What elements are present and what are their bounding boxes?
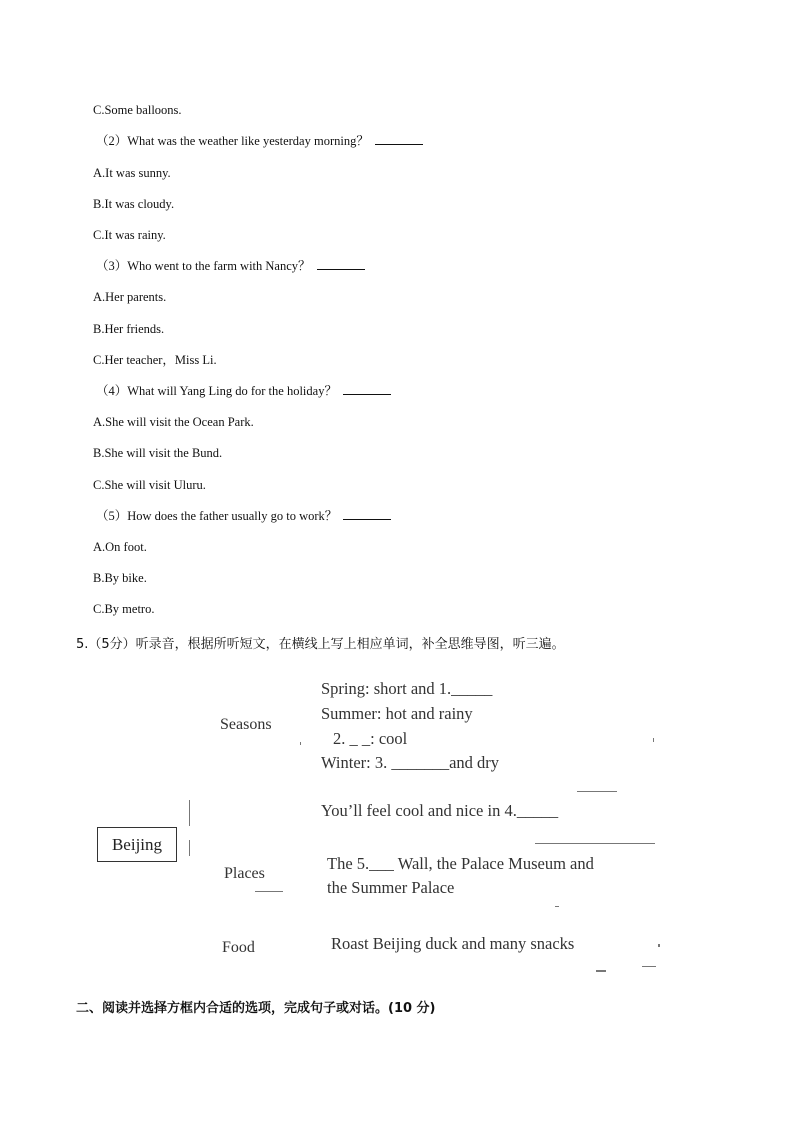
q3-option-c: C.Her teacher，Miss Li. (93, 353, 217, 367)
q5-answer-blank[interactable] (343, 508, 391, 520)
q4-stem-text: （4）What will Yang Ling do for the holiday？ (96, 384, 337, 398)
mindmap-summer: Summer: hot and rainy (321, 704, 473, 723)
q3-option-b: B.Her friends. (93, 322, 165, 336)
q5-option-a: A.On foot. (93, 540, 147, 554)
scan-artifact (555, 906, 559, 907)
mindmap-food-label: Food (222, 939, 255, 956)
mindmap-winter: Winter: 3. _______and dry (321, 753, 500, 772)
q4-option-c: C.She will visit Uluru. (93, 478, 206, 492)
section5-instruction: 5.（5分）听录音，根据所听短文，在横线上写上相应单词，补全思维导图，听三遍。 (76, 637, 565, 652)
scan-artifact (300, 742, 301, 745)
q2-option-c: C.It was rainy. (93, 228, 166, 242)
mindmap-center-box (97, 827, 177, 862)
q4-answer-blank[interactable] (343, 383, 391, 395)
mindmap-places-line1: You’ll feel cool and nice in 4._____ (321, 801, 559, 820)
q4-option-a: A.She will visit the Ocean Park. (93, 415, 254, 429)
q5-stem (96, 508, 391, 524)
mindmap-places-line2: The 5.___ Wall, the Palace Museum and (327, 854, 594, 873)
scan-artifact (535, 843, 655, 844)
mindmap-places-line3: the Summer Palace (327, 878, 455, 897)
scan-artifact (653, 738, 654, 742)
q2-option-a: A.It was sunny. (93, 166, 171, 180)
q3-answer-blank[interactable] (317, 258, 365, 270)
mindmap-autumn: 2. _ _: cool (333, 729, 408, 748)
mindmap-spring: Spring: short and 1._____ (321, 679, 493, 698)
mindmap-seasons-label: Seasons (220, 716, 272, 733)
mindmap-food: Roast Beijing duck and many snacks (331, 934, 575, 953)
scan-artifact (596, 970, 606, 972)
mindmap-places-label: Places (224, 865, 265, 882)
mindmap-center-label: Beijing (111, 834, 163, 854)
q4-option-b: B.She will visit the Bund. (93, 446, 223, 460)
scan-artifact (189, 840, 190, 856)
q5-option-c: C.By metro. (93, 602, 155, 616)
q4-stem (96, 383, 391, 399)
q3-stem-text: （3）Who went to the farm with Nancy？ (96, 259, 311, 273)
section2-heading: 二、阅读并选择方框内合适的选项，完成句子或对话。(10 分) (76, 1001, 436, 1016)
scan-artifact (255, 891, 283, 892)
q5-option-b: B.By bike. (93, 571, 147, 585)
scan-artifact (189, 800, 190, 826)
scan-artifact (577, 791, 617, 792)
scan-artifact (658, 944, 660, 947)
q3-stem (96, 258, 365, 274)
q2-stem (96, 133, 423, 149)
q3-option-a: A.Her parents. (93, 290, 167, 304)
q2-stem-text: （2）What was the weather like yesterday morning？ (96, 134, 369, 148)
q2-answer-blank[interactable] (375, 133, 423, 145)
q2-option-b: B.It was cloudy. (93, 197, 175, 211)
q5-stem-text: （5）How does the father usually go to work？ (96, 509, 338, 523)
scan-artifact (642, 966, 656, 967)
q1-option-c: C.Some balloons. (93, 103, 182, 117)
